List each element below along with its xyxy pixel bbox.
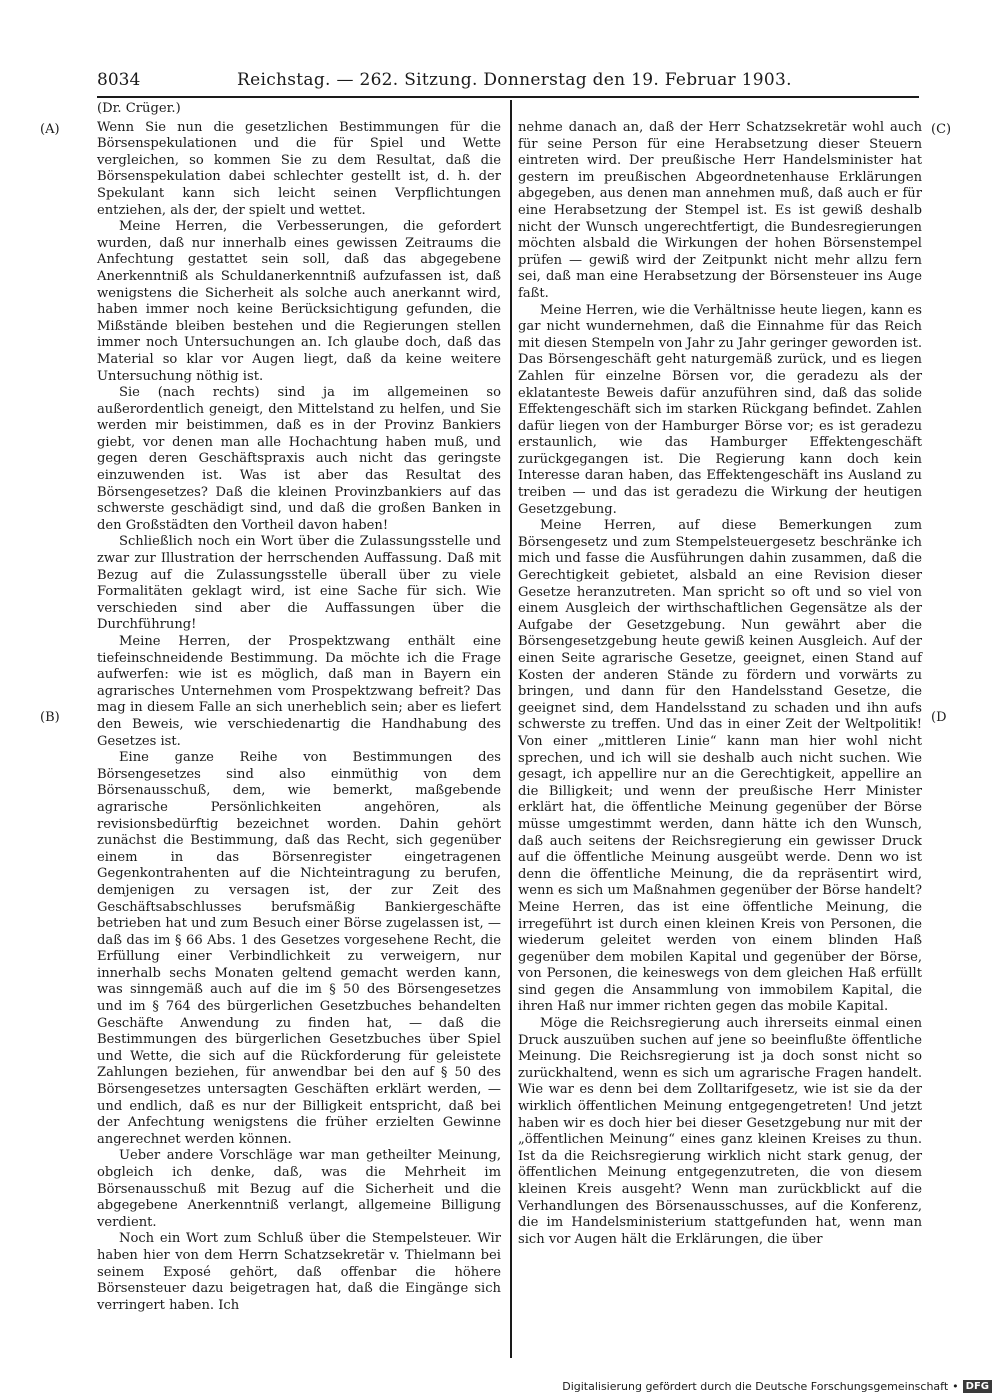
right-paragraph: Meine Herren, wie die Verhältnisse heute liegen, kann es gar nicht wundernehmen, daß die Einnahme für das Reich mit diesen Stempeln von Jahr zu Jahr geringer geworden ist. Das Börsengeschäft geht naturgemäß zurück, und es liegen Zahlen für einzelne Börsen vor, die geradezu als der eklatanteste Beweis dafür anzuführen sind, daß das solide Effektengeschäft sich im starken Rückgang befindet. Zahlen dafür liegen von der Hamburger Börse vor; es ist geradezu erstaunlich, wie das Hamburger Effektengeschäft zurückgegangen ist. Die Regierung kann doch kein Interesse daran haben, das Effektengeschäft ins Ausland zu treiben — und das ist geradezu die Wirkung der heutigen Gesetzgebung.	[518, 302, 923, 517]
margin-marker-c: (C)	[931, 122, 952, 137]
margin-marker-b: (B)	[40, 710, 60, 725]
dfg-logo: DFG	[963, 1380, 992, 1393]
left-paragraph: Sie (nach rechts) sind ja im allgemeinen so außerordentlich geneigt, den Mittelstand zu helfen, und Sie werden mir beistimmen, daß es in der Provinz Bankiers giebt, vor denen man alle Hochachtung haben muß, und gegen deren Geschäftspraxis auch nicht das geringste einzuwenden ist. Was ist aber das Resultat des Börsengesetzes? Daß die kleinen Provinzbankiers auf das schwerste geschädigt sind, und daß die großen Banken in den Großstädten den Vortheil davon haben!	[97, 385, 501, 533]
right-paragraph: nehme danach an, daß der Herr Schatzsekretär wohl auch für seine Person für eine Herabsetzung dieser Steuern eintreten wird. Der preußische Herr Handelsminister hat gestern im preußischen Abgeordnetenhause Erklärungen abgegeben, aus denen man annehmen muß, daß auch er für eine Herabsetzung der Stempel ist. Es ist gewiß deshalb nicht der Wunsch ungerechtfertigt, die Bundesregierungen möchten alsbald die Wirkungen der hohen Börsenstempel prüfen — gewiß wird der Zeitpunkt nicht mehr allzu fern sei, daß man eine Herabsetzung der Börsensteuer ins Auge faßt.	[518, 120, 922, 301]
margin-marker-a: (A)	[40, 122, 60, 137]
page-header	[97, 68, 897, 94]
column-divider	[510, 100, 512, 1358]
margin-marker-d: (D	[931, 710, 947, 725]
right-paragraph: Möge die Reichsregierung auch ihrerseits einmal einen Druck auszuüben suchen auf jene so beeinflußte öffentliche Meinung. Die Reichsregierung ist ja doch sonst nicht so zurückhaltend, wenn es sich um agrarische Fragen handelt. Wie war es denn bei dem Zolltarifgesetz, wie ist sie da der wirklich öffentlichen Meinung entgegengetreten! Und jetzt haben wir es doch hier bei dieser Gesetzgebung nur mit der „öffentlichen Meinung“ eines ganz kleinen Kreises zu thun. Ist da die Reichsregierung wirklich nicht stark genug, der öffentlichen Meinung entgegenzutreten, die von diesem kleinen Kreis ausgeht? Wenn man zurückblickt auf die Verhandlungen des Börsenausschusses, auf die Konferenz, die im Handelsministerium stattgefunden hat, wenn man sich vor Augen hält die Erklärungen, die über	[518, 1016, 922, 1247]
page-number: 8034	[97, 70, 141, 90]
right-paragraph: Meine Herren, auf diese Bemerkungen zum Börsengesetz und zum Stempelsteuergesetz beschränke ich mich und fasse die Ausführungen dahin zusammen, daß die Gerechtigkeit gebietet, alsbald an eine Revision dieser Gesetze heranzutreten. Man spricht so oft und so viel von einem Ausgleich der wirthschaftlichen Gegensätze als der Aufgabe der Gesetzgebung. Nun gewährt aber die Börsengesetzgebung heute gewiß keinen Ausgleich. Auf der einen Seite agrarische Gesetze, geeignet, einen Stand auf Kosten der anderen Stände zu fördern und vorwärts zu bringen, und dann für den Handelsstand Gesetze, die geeignet sind, dem Handelsstand zu schaden und ihn aufs schwerste zu treffen. Und das in einer Zeit der Weltpolitik! Von einer „mittleren Linie“ kann man hier wohl nicht sprechen, und ich will sie deshalb auch nicht suchen. Wie gesagt, ich appellire nur an die Gerechtigkeit, appellire an die Billigkeit; und wenn der preußische Herr Minister erklärt hat, die öffentliche Meinung gegenüber der Börse müsse umgestimmt werden, dann hätte ich den Wunsch, daß auch seitens der Reichsregierung ein gewisser Druck auf die öffentliche Meinung ausgeübt werde. Denn wo ist denn die öffentliche Meinung, die da repräsentirt wird, wenn es sich um Maßnahmen gegenüber der Börse handelt? Meine Herren, das ist eine öffentliche Meinung, die irregeführt ist durch einen kleinen Kreis von Personen, die wiederum geleitet werden von einem blinden Haß gegenüber dem mobilen Kapital und gegenüber der Börse, von Personen, die keineswegs von dem gleichen Haß erfüllt sind gegen die Ansammlung von immobilem Kapital, die ihren Haß nur immer richten gegen das mobile Kapital.	[518, 518, 922, 1015]
left-paragraph: Noch ein Wort zum Schluß über die Stempelsteuer. Wir haben hier von dem Herrn Schatzsekretär v. Thielmann bei seinem Exposé gehört, daß offenbar die höhere Börsensteuer dazu beigetragen hat, daß die Eingänge sich verringert haben. Ich	[97, 1231, 501, 1313]
speaker-label: (Dr. Crüger.)	[97, 101, 181, 116]
header-rule	[97, 96, 919, 98]
page-title: Reichstag. — 262. Sitzung. Donnerstag den 19. Februar 1903.	[237, 70, 792, 90]
left-paragraph: Wenn Sie nun die gesetzlichen Bestimmungen für die Börsenspekulationen und die für Spiel und Wette vergleichen, so kommen Sie zu dem Resultat, daß die Börsenspekulation dabei schlechter gestellt ist, d. h. der Spekulant kann sich leicht seinen Verpflichtungen entziehen, als der, der spielt und wettet.	[97, 119, 501, 218]
left-paragraph: Meine Herren, die Verbesserungen, die gefordert wurden, daß nur innerhalb eines gewissen Zeitraums die Anfechtung gestattet sein soll, daß das abgegebene Anerkenntniß als Schuldanerkenntniß aufzufassen ist, daß wenigstens die Sicherheit als solche auch anerkannt wird, haben immer noch keine Berücksichtigung gefunden, die Mißstände bleiben bestehen und die Regierungen stellen immer noch Untersuchungen an. Ich glaube doch, daß das Material so klar vor Augen liegt, daß da keine weitere Untersuchung nöthig ist.	[97, 219, 501, 384]
left-paragraph: Eine ganze Reihe von Bestimmungen des Börsengesetzes sind also einmüthig von dem Börsenausschuß, dem, wie bemerkt, maßgebende agrarische Persönlichkeiten angehören, als revisionsbedürftig bezeichnet worden. Dahin gehört zunächst die Bestimmung, daß das Recht, sich gegenüber einem in das Börsenregister eingetragenen Gegenkontrahenten auf die Nichteintragung zu berufen, demjenigen zu versagen ist, der zur Zeit des Geschäftsabschlusses berufsmäßig Bankiergeschäfte betrieben hat und zum Besuch einer Börse zugelassen ist, — daß das im § 66 Abs. 1 des Gesetzes vorgesehene Recht, die Erfüllung einer Verbindlichkeit zu verweigern, nur innerhalb sechs Monaten geltend gemacht werden kann, was sinngemäß auch auf die im § 50 des Börsengesetzes und im § 764 des bürgerlichen Gesetzbuches behandelten Geschäfte Anwendung zu finden hat, — daß die Bestimmungen des bürgerlichen Gesetzbuches über Spiel und Wette, die sich auf die Rückforderung für geleistete Zahlungen beziehen, für anwendbar bei den auf § 50 des Börsengesetzes untersagten Geschäften erklärt werden, — und endlich, daß es nur der Billigkeit entspricht, daß bei der Anfechtung wenigstens die früher erzielten Gewinne angerechnet werden können.	[97, 750, 501, 1147]
left-paragraph: Ueber andere Vorschläge war man getheilter Meinung, obgleich ich denke, daß, was die Mehrheit im Börsenausschuß mit Bezug auf die Sicherheit und die abgegebene Anerkenntniß verlangt, allgemeine Billigung verdient.	[97, 1148, 501, 1230]
footer-separator: •	[952, 1380, 959, 1393]
left-paragraph: Meine Herren, der Prospektzwang enthält eine tiefeinschneidende Bestimmung. Da möchte ich die Frage aufwerfen: wie ist es möglich, daß man in Bayern ein agrarisches Unternehmen vom Prospektzwang befreit? Das mag in diesem Falle an sich unerheblich sein; aber es liefert den Beweis, wie verschiedenartig die Handhabung des Gesetzes ist.	[97, 634, 501, 749]
left-paragraph: Schließlich noch ein Wort über die Zulassungsstelle und zwar zur Illustration der herrschenden Auffassung. Daß mit Bezug auf die Zulassungsstelle überall über zu viele Formalitäten geklagt wird, ist eine Sache für sich. Wie verschieden sind aber die Auffassungen über die Durchführung!	[97, 534, 501, 633]
right-column	[518, 120, 922, 1248]
left-column	[97, 101, 501, 1314]
footer-text: Digitalisierung gefördert durch die Deutsche Forschungsgemeinschaft	[562, 1380, 949, 1393]
footer	[562, 1380, 992, 1393]
